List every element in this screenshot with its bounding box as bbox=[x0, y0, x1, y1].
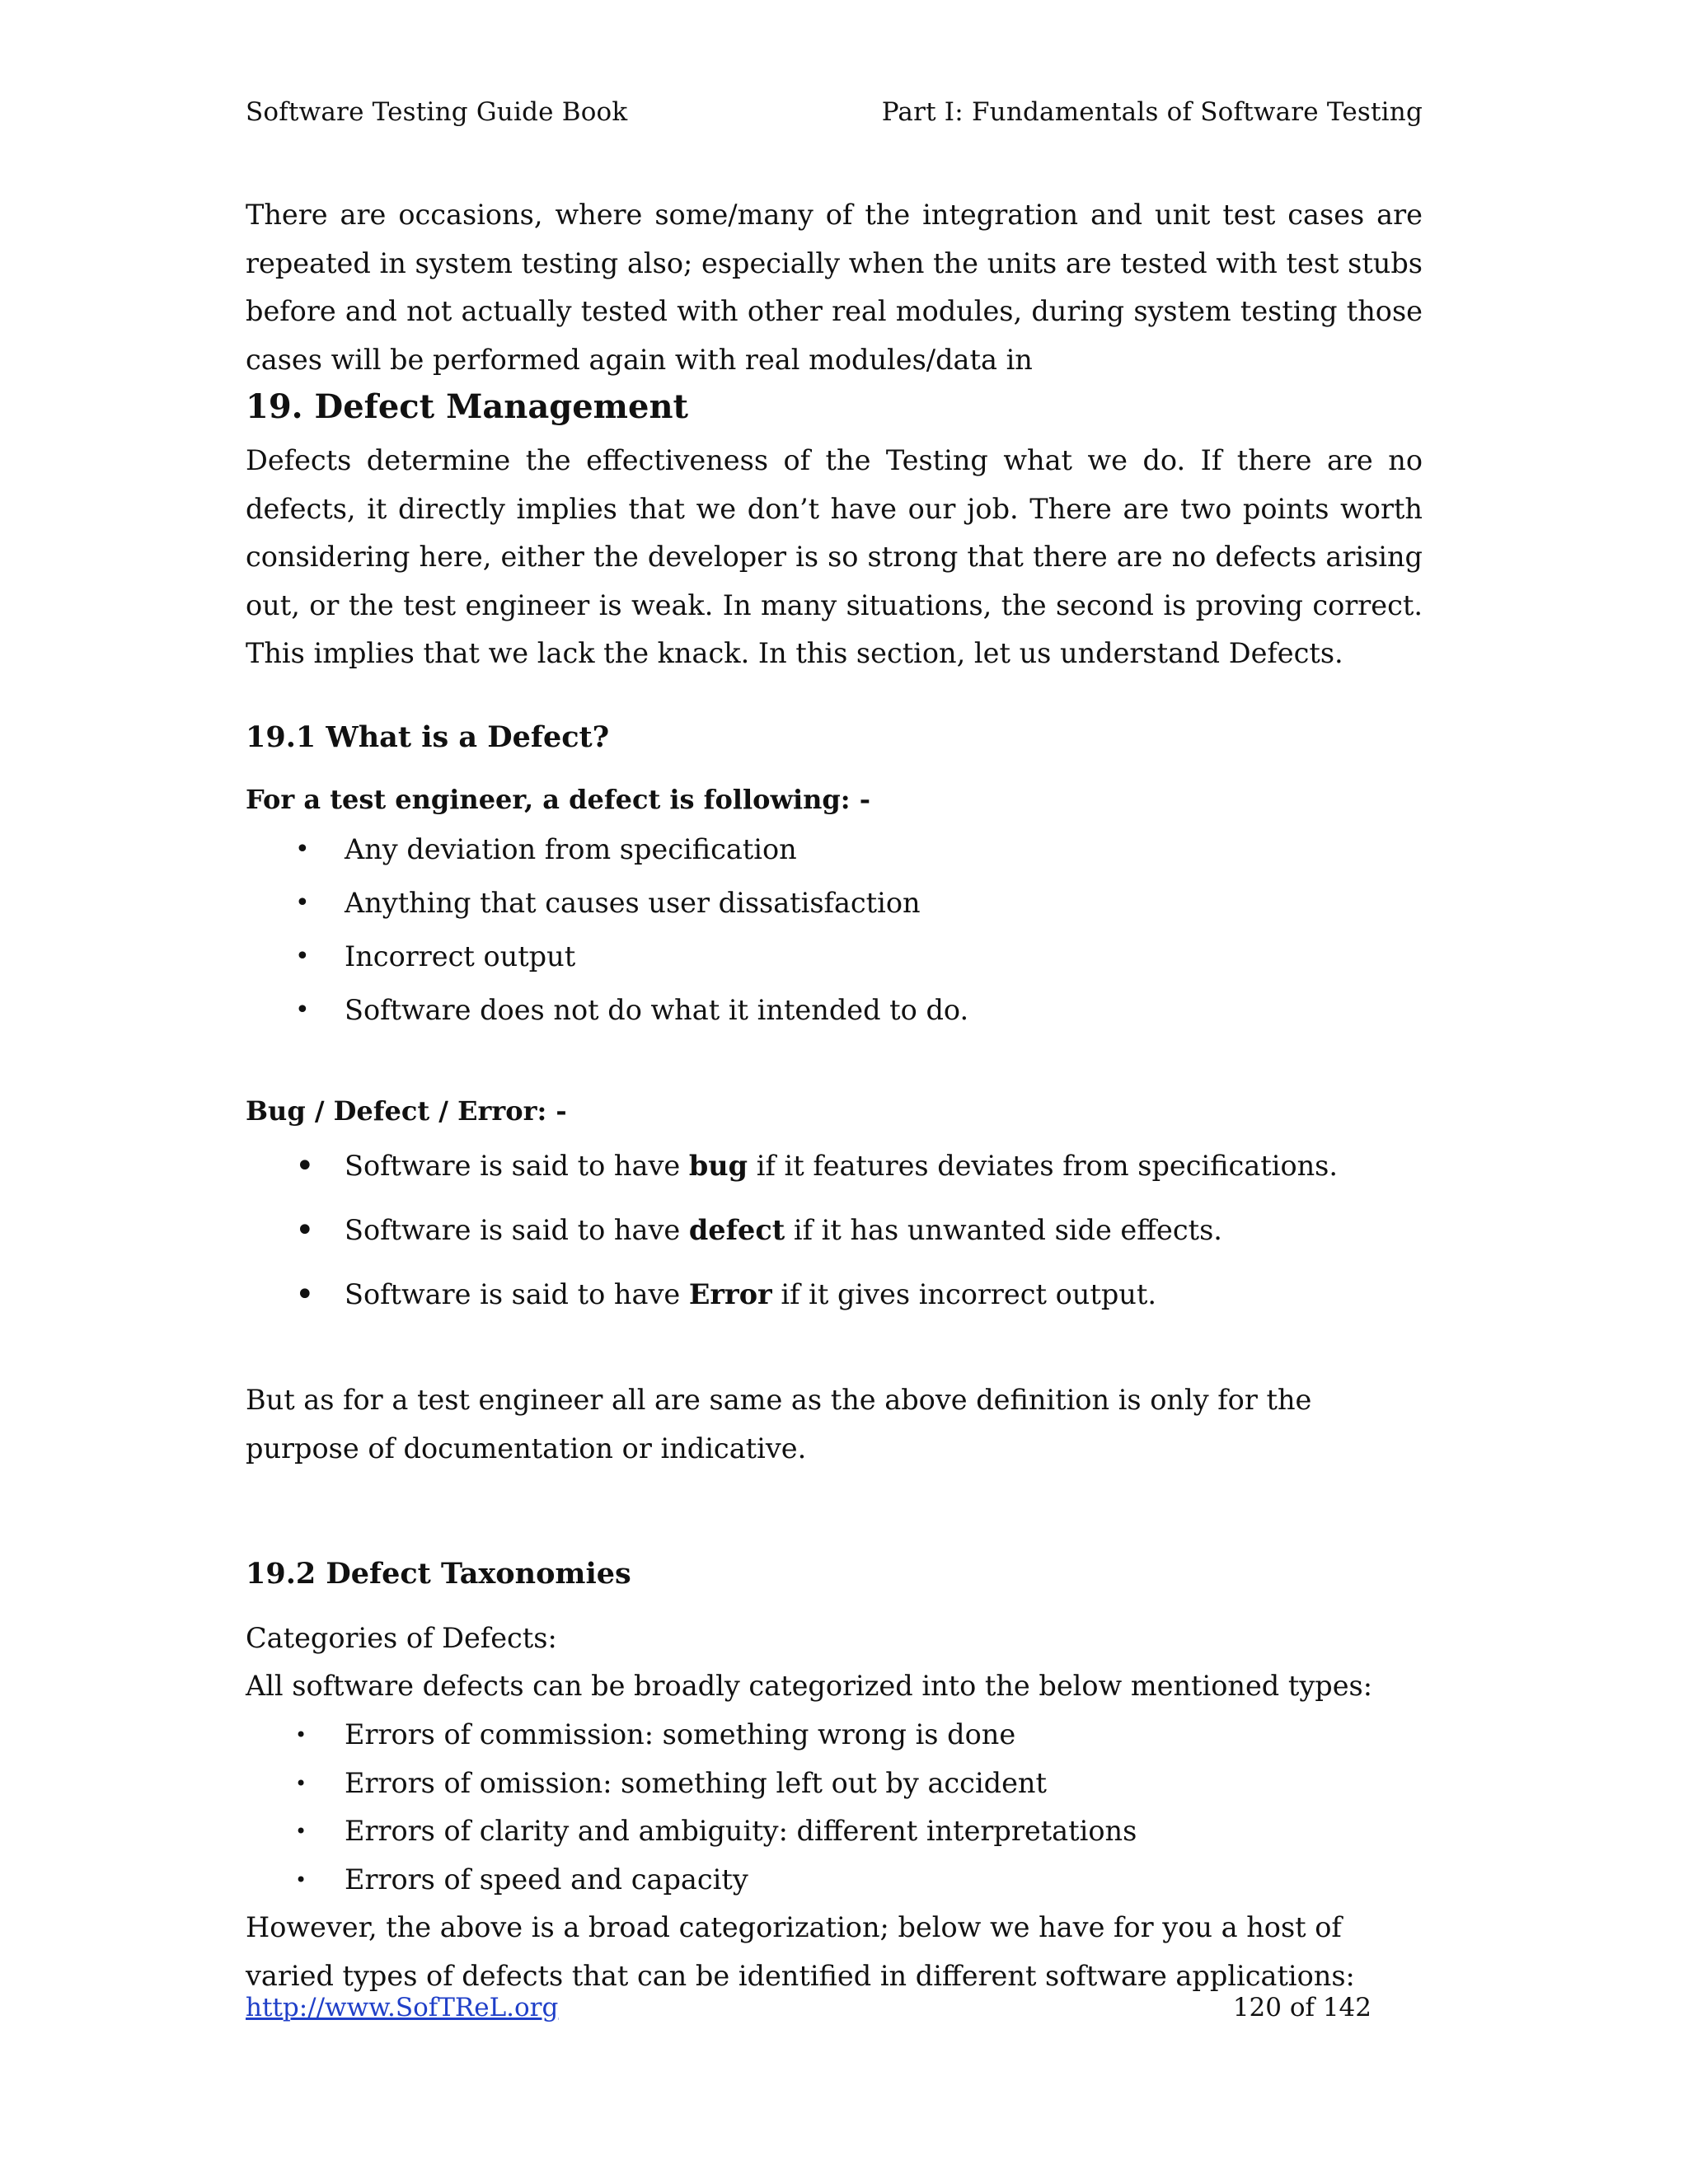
list-item: • Errors of commission: something wrong is done bbox=[246, 1711, 1423, 1760]
list-item: • Software is said to have Error if it gives incorrect output. bbox=[246, 1263, 1423, 1327]
section-19-1-closing: But as for a test engineer all are same as the above definition is only for the purpose of documentation or indicative. bbox=[246, 1384, 1312, 1465]
categories-label: Categories of Defects: bbox=[246, 1622, 557, 1654]
bullet-icon: • bbox=[295, 1868, 307, 1891]
bullet-icon: • bbox=[295, 1723, 307, 1746]
list-item: • Any deviation from specification bbox=[246, 823, 1423, 876]
list-item: • Errors of clarity and ambiguity: different interpretations bbox=[246, 1807, 1423, 1856]
list-item: • Incorrect output bbox=[246, 930, 1423, 983]
section-19-body: Defects determine the effectiveness of the Testing what we do. If there are no defects, it directly implies that we don’t have our job. There are two points worth considering here, either the developer is so strong that there are no defects arising out, or the test engineer is weak. In many situations, the second is proving correct. This implies that we lack the knack. In this section, let us understand Defects. bbox=[246, 444, 1423, 669]
bug-defect-error-subheading: Bug / Defect / Error: - bbox=[246, 1095, 567, 1127]
header-book-title: Software Testing Guide Book bbox=[246, 97, 628, 127]
list-item: • Errors of omission: something left out by accident bbox=[246, 1760, 1423, 1808]
section-19-2-heading: 19.2 Defect Taxonomies bbox=[246, 1557, 631, 1591]
section-19-heading: 19. Defect Management bbox=[246, 387, 689, 426]
footer-website-link[interactable]: http://www.SofTReL.org bbox=[246, 1993, 559, 2022]
bug-defect-error-list bbox=[246, 1134, 1423, 1327]
list-item: • Anything that causes user dissatisfaction bbox=[246, 876, 1423, 930]
bullet-icon: • bbox=[295, 1147, 315, 1185]
list-item: • Software is said to have bug if it features deviates from specifications. bbox=[246, 1134, 1423, 1198]
bullet-icon: • bbox=[295, 1771, 307, 1795]
defect-definition-subheading: For a test engineer, a defect is following: - bbox=[246, 784, 871, 815]
list-item: • Software does not do what it intended to do. bbox=[246, 983, 1423, 1037]
list-item: • Errors of speed and capacity bbox=[246, 1856, 1423, 1905]
header-part-title: Part I: Fundamentals of Software Testing bbox=[881, 97, 1423, 127]
section-19-1-heading: 19.1 What is a Defect? bbox=[246, 720, 610, 754]
section-19-2-closing: However, the above is a broad categorization; below we have for you a host of varied types of defects that can be identified in different software applications: bbox=[246, 1911, 1355, 1992]
list-item: • Software is said to have defect if it has unwanted side effects. bbox=[246, 1198, 1423, 1263]
defect-categories-list bbox=[246, 1711, 1423, 1904]
bullet-icon: • bbox=[295, 1212, 315, 1249]
bullet-icon: • bbox=[295, 942, 310, 971]
bullet-icon: • bbox=[295, 1820, 307, 1843]
footer-page-number: 120 of 142 bbox=[1232, 1993, 1372, 2022]
bullet-icon: • bbox=[295, 1276, 315, 1314]
categories-intro: All software defects can be broadly categorized into the below mentioned types: bbox=[246, 1670, 1373, 1702]
bullet-icon: • bbox=[295, 996, 310, 1024]
defect-definition-list bbox=[246, 823, 1423, 1037]
bullet-icon: • bbox=[295, 835, 310, 864]
bullet-icon: • bbox=[295, 888, 310, 917]
intro-paragraph: There are occasions, where some/many of the integration and unit test cases are repeated in system testing also; especially when the units are tested with test stubs before and not actually tested with other real modules, during system testing those cases will be performed again with real modules/data in bbox=[246, 199, 1423, 376]
